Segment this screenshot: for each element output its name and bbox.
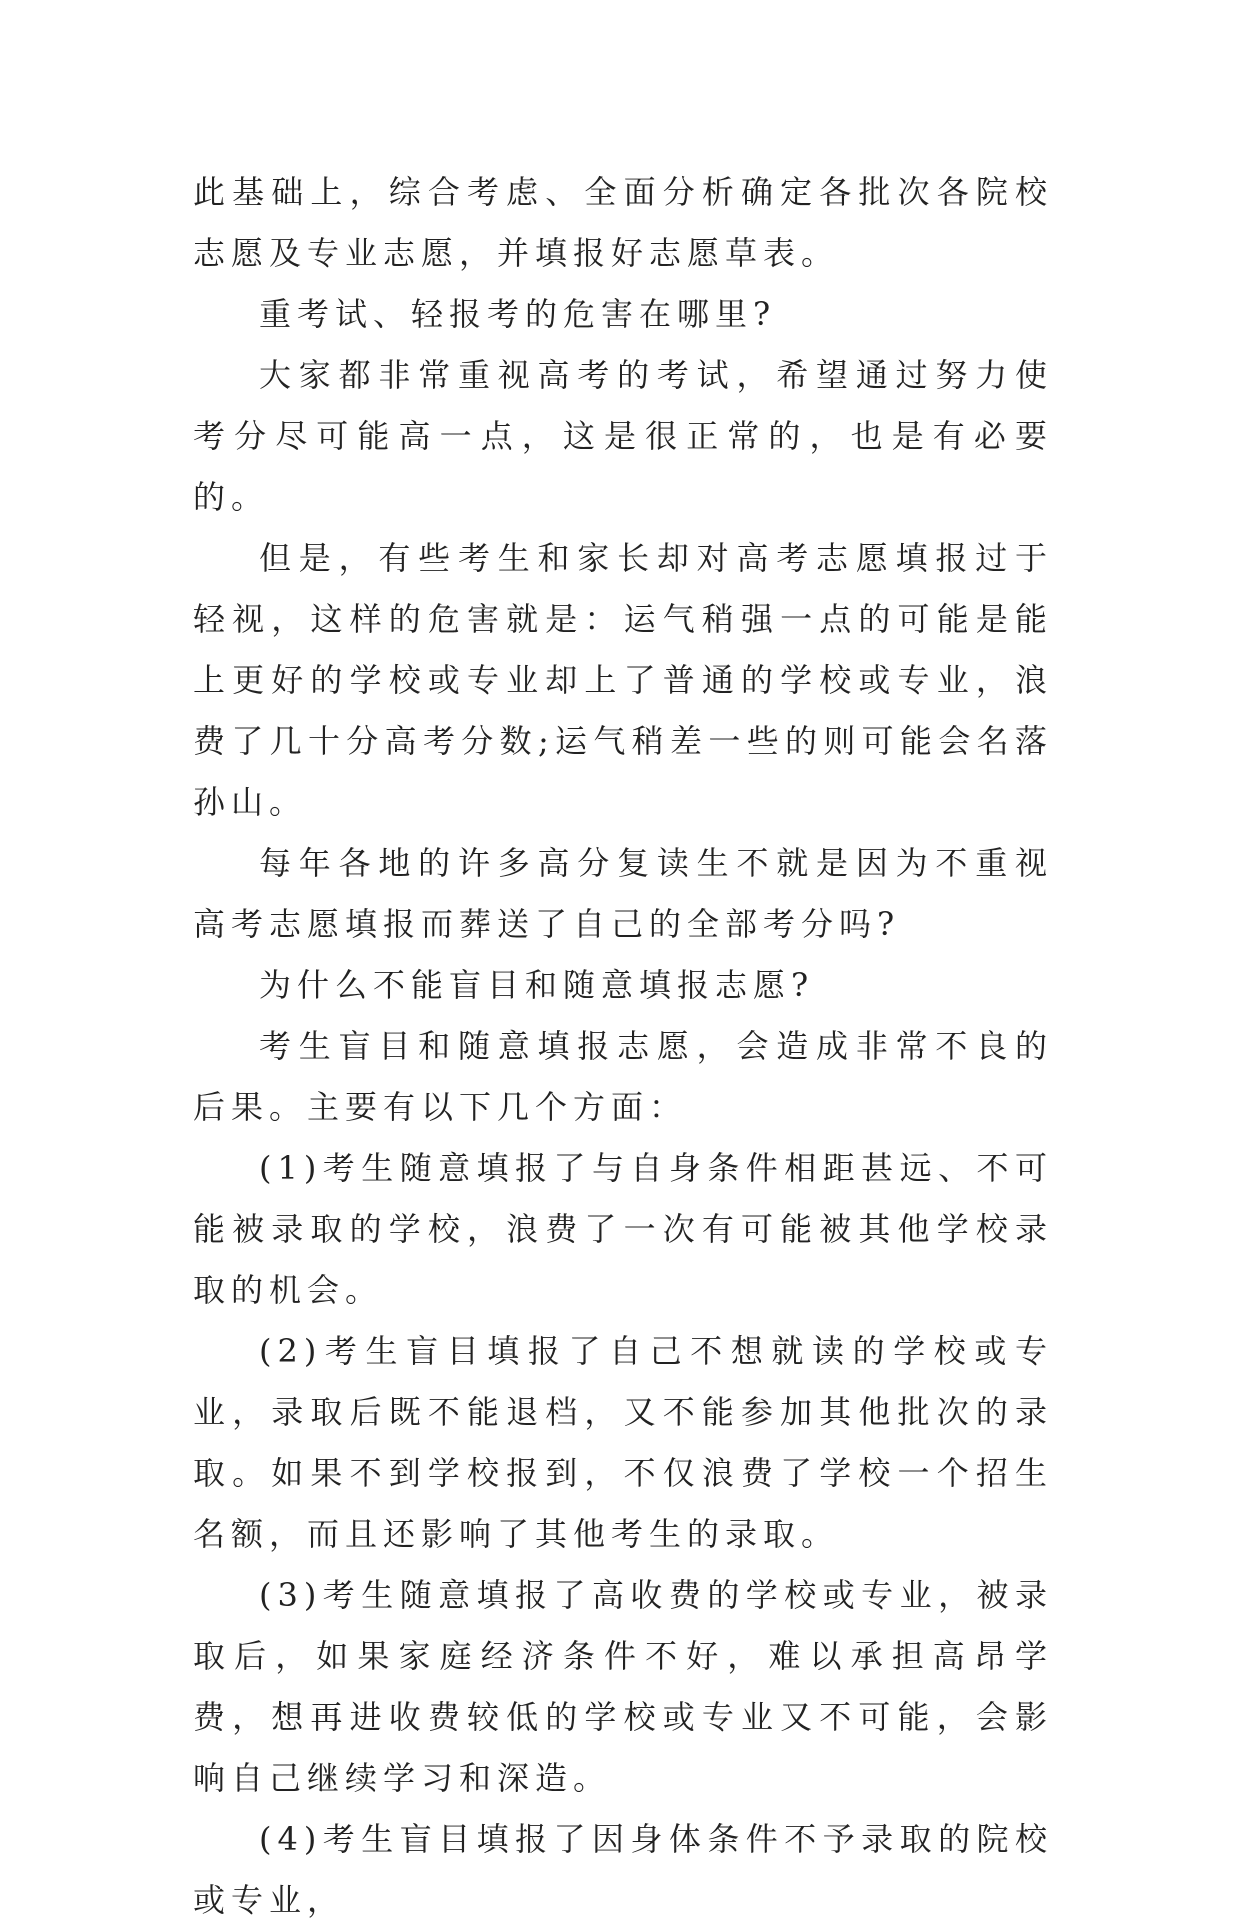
list-item-3: (3)考生随意填报了高收费的学校或专业，被录取后，如果家庭经济条件不好，难以承担高昂学费，想再进收费较低的学校或专业又不可能，会影响自己继续学习和深造。 (193, 1576, 1053, 1797)
paragraph-repeat-students: 每年各地的许多高分复读生不就是因为不重视高考志愿填报而葬送了自己的全部考分吗? (193, 844, 1053, 943)
paragraph-importance: 大家都非常重视高考的考试，希望通过努力使考分尽可能高一点，这是很正常的，也是有必要的。 (193, 356, 1053, 516)
paragraph-harm-detail: 但是，有些考生和家长却对高考志愿填报过于轻视，这样的危害就是：运气稍强一点的可能是能上更好的学校或专业却上了普通的学校或专业，浪费了几十分高考分数;运气稍差一些的则可能会名落孙山。 (193, 539, 1053, 821)
list-item-4: (4)考生盲目填报了因身体条件不予录取的院校或专业， (193, 1820, 1053, 1919)
list-item-1: (1)考生随意填报了与自身条件相距甚远、不可能被录取的学校，浪费了一次有可能被其他学校录取的机会。 (193, 1149, 1053, 1309)
document-body (193, 162, 1053, 1931)
section-heading-blind: 为什么不能盲目和随意填报志愿? (259, 966, 815, 1004)
paragraph-consequences: 考生盲目和随意填报志愿，会造成非常不良的后果。主要有以下几个方面： (193, 1027, 1053, 1126)
list-item-2: (2)考生盲目填报了自己不想就读的学校或专业，录取后既不能退档，又不能参加其他批次的录取。如果不到学校报到，不仅浪费了学校一个招生名额，而且还影响了其他考生的录取。 (193, 1332, 1053, 1553)
section-heading-harm: 重考试、轻报考的危害在哪里? (259, 295, 777, 333)
paragraph-continuation: 此基础上，综合考虑、全面分析确定各批次各院校志愿及专业志愿，并填报好志愿草表。 (193, 173, 1053, 272)
